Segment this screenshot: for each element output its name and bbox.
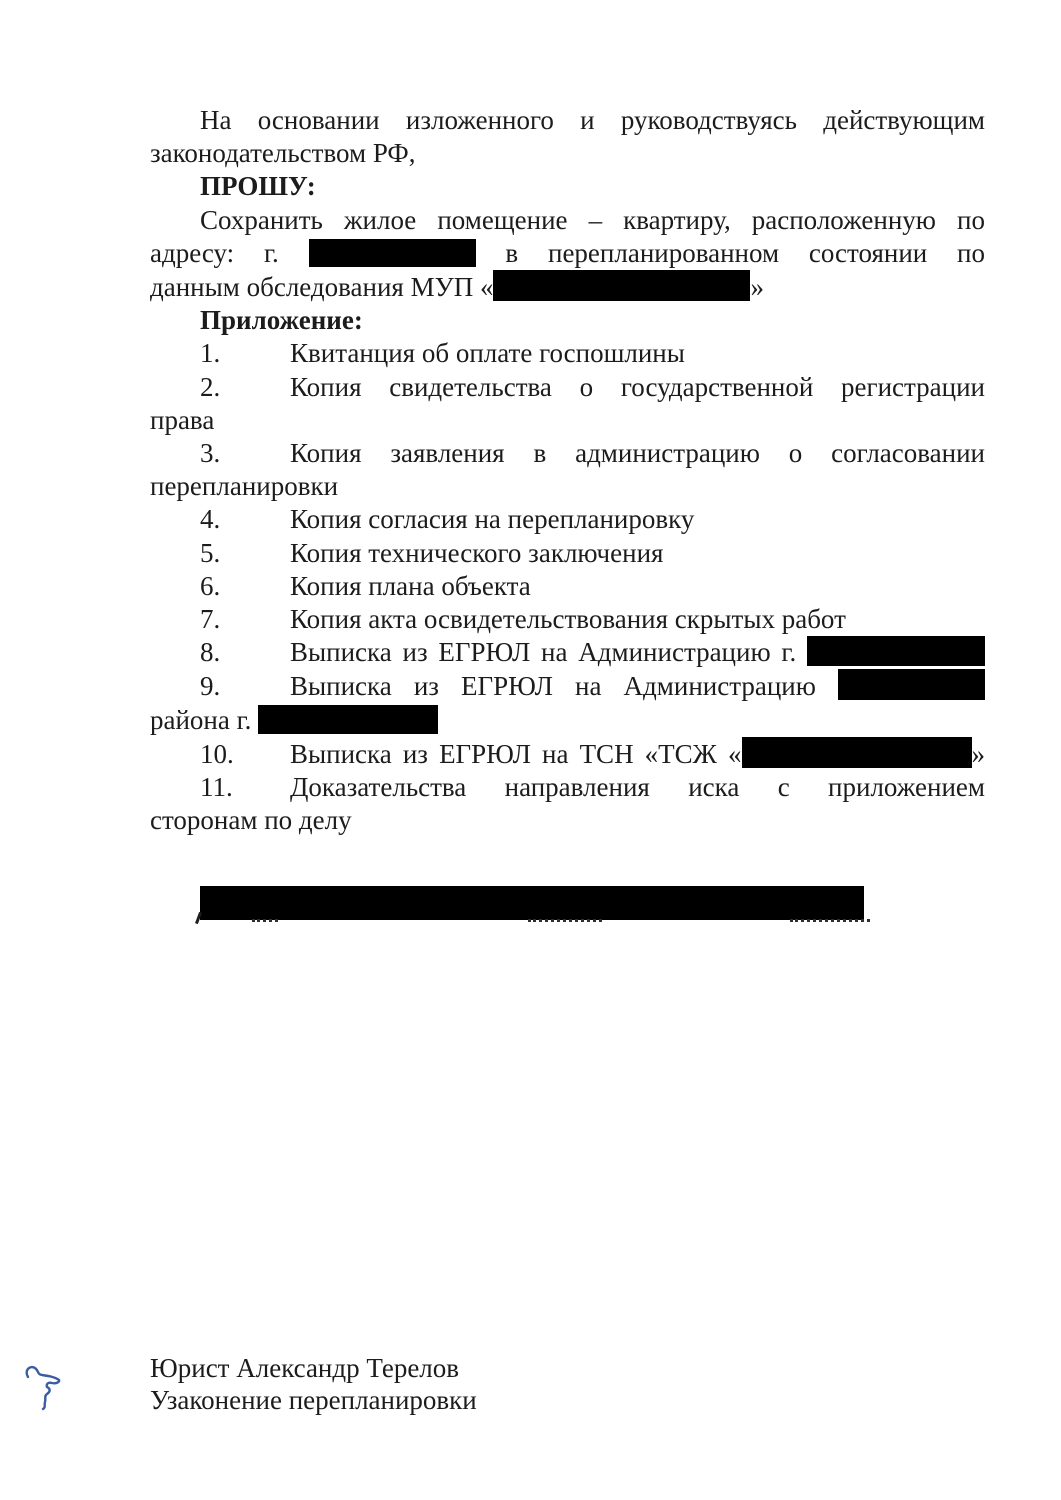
text-line: адресу: г. в перепланированном состоянии по (150, 237, 985, 268)
list-number: 3. (200, 438, 221, 469)
list-item-line: 7. Копия акта освидетельствования скрытых работ (150, 603, 985, 636)
list-number: 9. (200, 671, 221, 702)
list-number: 1. (200, 338, 221, 369)
list-item-line: 5. Копия технического заключения (150, 537, 985, 570)
list-number: 5. (200, 537, 221, 568)
redaction-remnant (790, 919, 870, 922)
signature-redaction-box (200, 886, 864, 920)
text-line: сторонам по делу (150, 805, 352, 836)
list-number: 8. (200, 637, 221, 668)
redaction-box (309, 239, 476, 267)
redaction-remnant (252, 919, 278, 922)
heading-line: ПРОШУ: (200, 171, 316, 202)
list-item-line: 3. Копия заявления в администрацию о согласовании (150, 437, 985, 470)
redaction-box (258, 705, 438, 734)
list-number: 10. (200, 738, 234, 769)
list-number: 11. (200, 772, 233, 803)
footer-service-name: Узаконение перепланировки (150, 1385, 477, 1415)
list-number: 2. (200, 371, 221, 402)
text-line: перепланировки (150, 471, 339, 502)
document-body (150, 104, 985, 837)
redaction-box (838, 669, 985, 700)
list-item-line: 11. Доказательства направления иска с приложением (150, 771, 985, 804)
list-item-line: 8. Выписка из ЕГРЮЛ на Администрацию г. (150, 636, 985, 669)
ink-squiggle-icon (23, 1363, 63, 1413)
list-number: 4. (200, 504, 221, 535)
list-item-line: 2. Копия свидетельства о государственной регистрации (150, 371, 985, 404)
list-item-line: 6. Копия плана объекта (150, 570, 985, 603)
list-number: 6. (200, 570, 221, 601)
text-line: района г. (150, 704, 985, 737)
redaction-remnant (528, 919, 602, 922)
text-line: Сохранить жилое помещение – квартиру, расположенную по (200, 204, 985, 235)
list-item-line: 4. Копия согласия на перепланировку (150, 503, 985, 536)
redaction-box (493, 270, 750, 301)
list-item-line: 1. Квитанция об оплате госпошлины (150, 337, 985, 370)
text-line: данным обследования МУП « » (150, 272, 764, 303)
redaction-box (807, 636, 985, 666)
redaction-box (742, 737, 972, 768)
footer-lawyer-name: Юрист Александр Терелов (150, 1353, 460, 1383)
list-number: 7. (200, 604, 221, 635)
text-line: права (150, 404, 215, 435)
list-item-line: 10. Выписка из ЕГРЮЛ на ТСН «ТСЖ « » (150, 737, 985, 771)
document-footer (150, 1352, 477, 1416)
heading-line: Приложение: (200, 305, 363, 336)
text-line: На основании изложенного и руководствуясь действующим (200, 105, 985, 135)
text-line: законодательством РФ, (150, 138, 416, 169)
list-item-line: 9. Выписка из ЕГРЮЛ на Администрацию (150, 669, 985, 703)
